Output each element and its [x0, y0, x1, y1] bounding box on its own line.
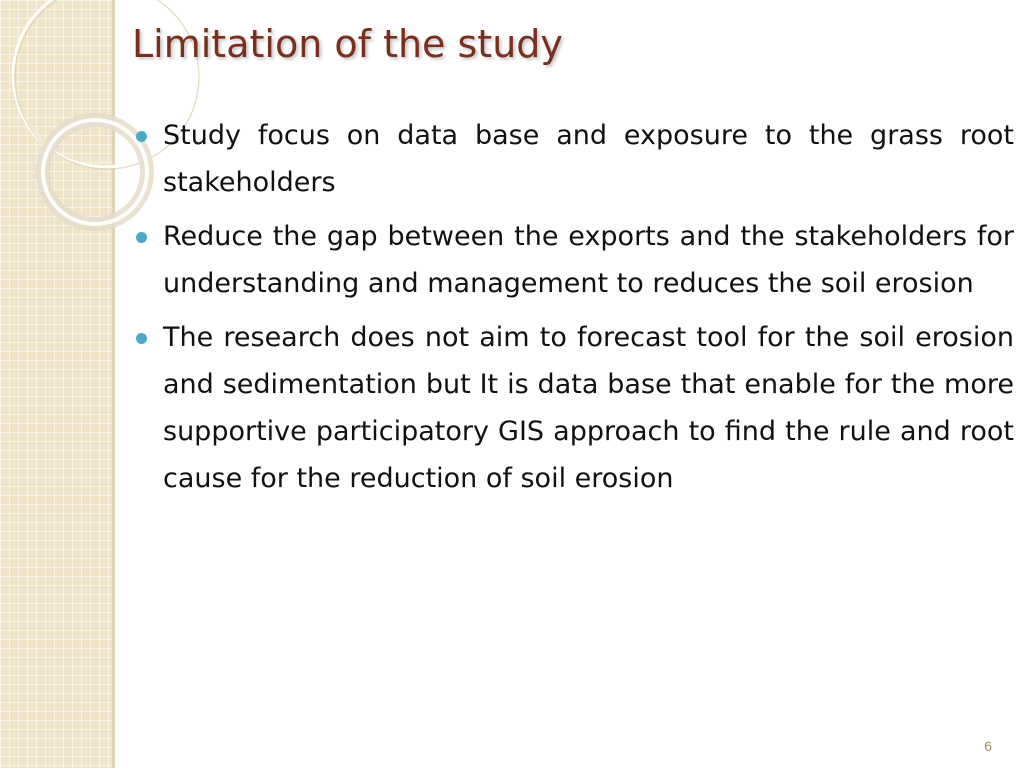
bullet-item [132, 112, 1014, 206]
bullet-dot-icon [136, 232, 147, 243]
page-number: 6 [984, 738, 992, 754]
bullet-text: Reduce the gap between the exports and the stakeholders for understanding and management to reduces the soil erosion [163, 221, 1014, 299]
bullet-item [132, 314, 1014, 502]
side-band-edge [112, 0, 115, 768]
bullet-item [132, 213, 1014, 307]
bullet-dot-icon [136, 131, 147, 142]
bullet-text: The research does not aim to forecast tool for the soil erosion and sedimentation but It is data base that enable for the more supportive participatory GIS approach to find the rule and root cause for the reduction of soil erosion [163, 322, 1014, 494]
bullet-text: Study focus on data base and exposure to the grass root stakeholders [163, 120, 1014, 198]
decorative-side-band [0, 0, 112, 768]
bullet-dot-icon [136, 333, 147, 344]
slide-title: Limitation of the study [132, 22, 563, 66]
bullet-list [132, 112, 1014, 509]
